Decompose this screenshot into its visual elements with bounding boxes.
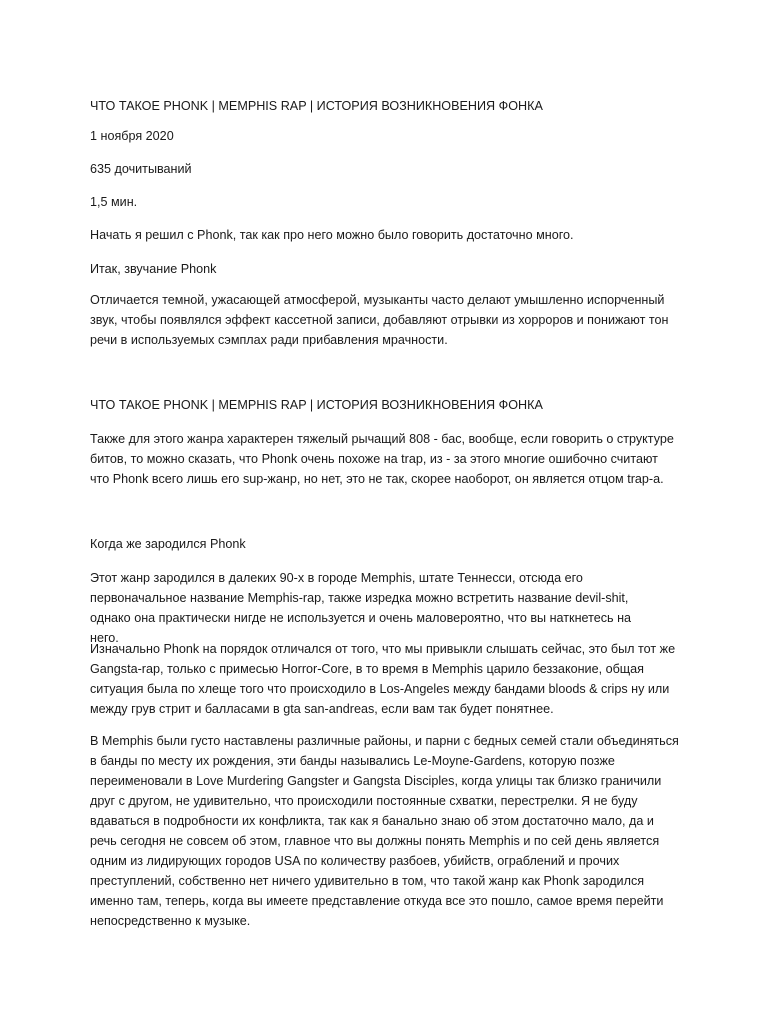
subheading-sound: Итак, звучание Phonk <box>90 262 217 276</box>
paragraph-sound: Отличается темной, ужасающей атмосферой, музыканты часто делают умышленно испорченный звук, чтобы появлялся эффект кассетной записи, добавляют отрывки из хорроров и понижают тон речи в используемых сэмплах ради прибавления мрачности. <box>90 293 669 347</box>
read-time: 1,5 мин. <box>90 195 138 209</box>
publish-date: 1 ноября 2020 <box>90 129 174 143</box>
paragraph-808: Также для этого жанра характерен тяжелый рычащий 808 - бас, вообще, если говорить о структуре битов, то можно сказать, что Phonk очень похоже на trap, из - за этого многие ошибочно считают что Phonk всего лишь его sup-жанр, но нет, это не так, скорее наоборот, он является отцом trap-а. <box>90 432 674 486</box>
article-title: ЧТО ТАКОЕ PHONK | MEMPHIS RAP | ИСТОРИЯ ВОЗНИКНОВЕНИЯ ФОНКА <box>90 99 543 113</box>
intro-paragraph: Начать я решил с Phonk, так как про него можно было говорить достаточно много. <box>90 228 574 242</box>
article-title-repeat: ЧТО ТАКОЕ PHONK | MEMPHIS RAP | ИСТОРИЯ ВОЗНИКНОВЕНИЯ ФОНКА <box>90 398 543 412</box>
subheading-origin: Когда же зародился Phonk <box>90 537 246 551</box>
reads-count: 635 дочитываний <box>90 162 192 176</box>
paragraph-districts: В Memphis были густо наставлены различные районы, и парни с бедных семей стали объединяться в банды по месту их рождения, эти банды назывались Le-Moyne-Gardens, которую позже переименовали в Love Murdering Gangster и Gangsta Disciples, когда улицы так близко граничили друг с другом, не удивительно, что происходили постоянные схватки, перестрелки. Я не буду вдаваться в подробности их конфликта, так как я банально знаю об этом достаточно мало, да и речь сегодня не совсем об этом, главное что вы должны понять Memphis и по сей день является одним из лидирующих городов USA по количеству разбоев, убийств, ограблений и прочих преступлений, собственно нет ничего удивительно в том, что такой жанр как Phonk зародился именно там, теперь, когда вы имеете представление откуда все это пошло, самое время перейти непосредственно к музыке. <box>90 734 679 928</box>
paragraph-origin: Этот жанр зародился в далеких 90-х в городе Memphis, штате Теннесси, отсюда его первоначальное название Memphis-rap, также изредка можно встретить название devil-shit, однако она практически нигде не используется и очень маловероятно, что вы наткнетесь на него. <box>90 571 632 645</box>
paragraph-gangsta: Изначально Phonk на порядок отличался от того, что мы привыкли слышать сейчас, это был тот же Gangsta-rap, только с примесью Horror-Core, в то время в Memphis царило беззаконие, общая ситуация была по хлеще того что происходило в Los-Angeles между бандами bloods & crips ну или между грув стрит и балласами в gta san-andreas, если вам так будет понятнее. <box>90 642 676 716</box>
